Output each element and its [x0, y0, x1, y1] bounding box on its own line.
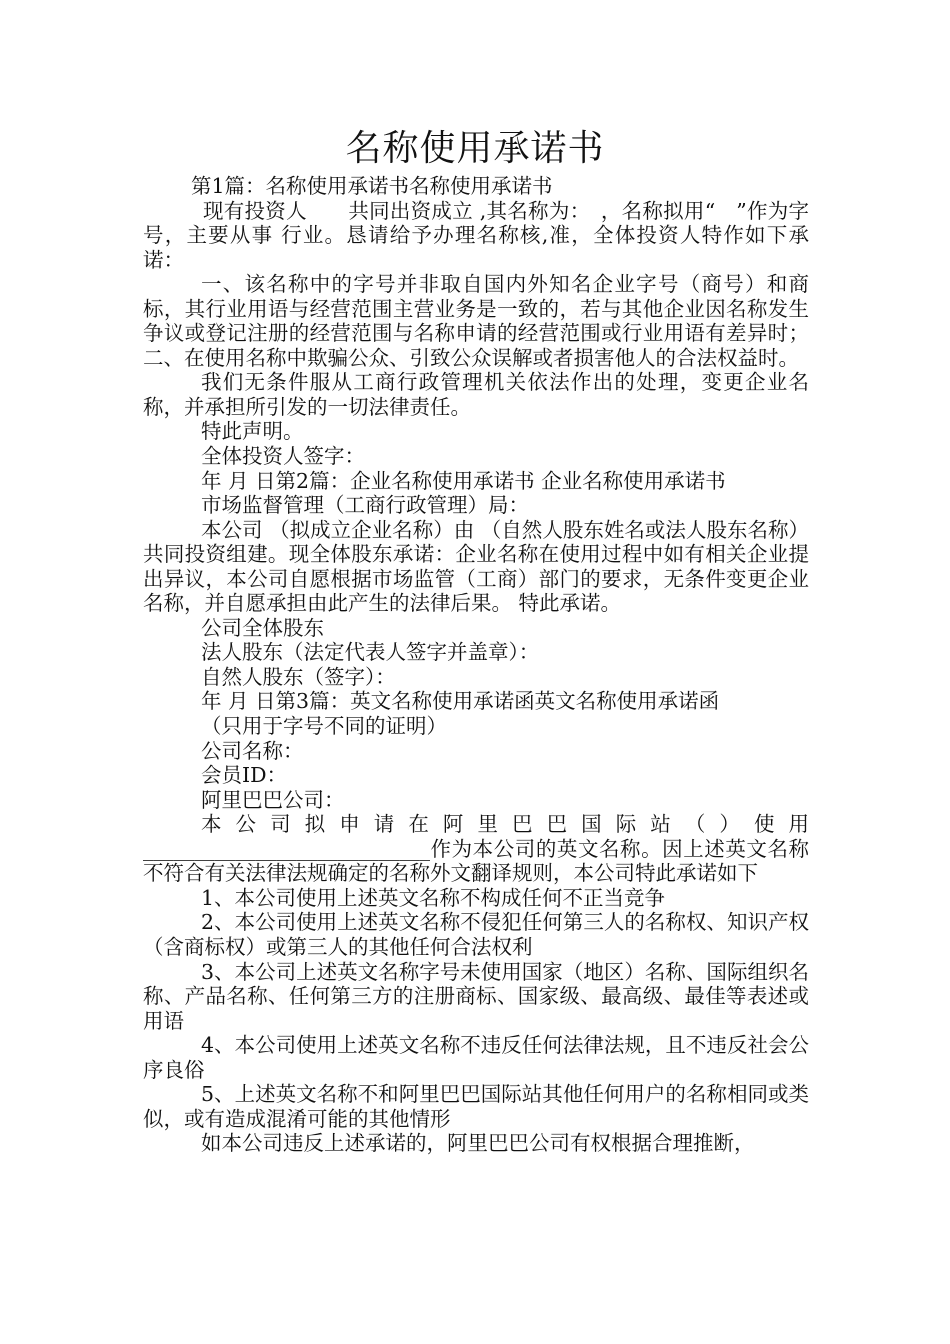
- paragraph: 现有投资人 共同出资成立 ,其名称为： ，名称拟用“ ”作为字号，主要从事 行业。恳请给予办理名称核,准，全体投资人特作如下承诺：: [143, 198, 809, 272]
- paragraph: 本公司 （拟成立企业名称）由 （自然人股东姓名或法人股东名称）共同投资组建。现全体股东承诺：企业名称在使用过程中如有相关企业提出异议，本公司自愿根据市场监管（工商）部门的要求，无条件变更企业名称，并自愿承担由此产生的法律后果。 特此承诺。: [143, 517, 809, 616]
- list-item: 2、本公司使用上述英文名称不侵犯任何第三人的名称权、知识产权（含商标权）或第三人的其他任何合法权利: [143, 910, 809, 959]
- paragraph: 会员ID：: [201, 763, 288, 788]
- document-body: [143, 174, 809, 1156]
- paragraph-part2-heading: 年 月 日第2篇：企业名称使用承诺书 企业名称使用承诺书: [201, 468, 726, 493]
- paragraph: 本公司拟申请在阿里巴巴国际站（）使用____________________________作为本公司的英文名称。因上述英文名称不符合有关法律法规确定的名称外文翻译规则，本公司特此承诺如下: [143, 812, 809, 886]
- paragraph: 全体投资人签字：: [201, 444, 365, 469]
- paragraph: 法人股东（法定代表人签字并盖章）：: [201, 640, 540, 665]
- paragraph: 公司全体股东: [201, 615, 324, 640]
- paragraph-part1-heading: 第1篇：名称使用承诺书名称使用承诺书: [191, 174, 553, 198]
- paragraph: 公司名称：: [201, 738, 304, 763]
- paragraph: 我们无条件服从工商行政管理机关依法作出的处理，变更企业名称，并承担所引发的一切法律责任。: [143, 370, 809, 419]
- page-title: 名称使用承诺书: [345, 128, 605, 169]
- paragraph: 一、该名称中的字号并非取自国内外知名企业字号（商号）和商标，其行业用语与经营范围主营业务是一致的，若与其他企业因名称发生争议或登记注册的经营范围与名称申请的经营范围或行业用语有差异时；二、在使用名称中欺骗公众、引致公众误解或者损害他人的合法权益时。: [143, 272, 809, 370]
- list-item: 4、本公司使用上述英文名称不违反任何法律法规，且不违反社会公序良俗: [143, 1033, 809, 1082]
- paragraph: 自然人股东（签字）：: [201, 664, 396, 689]
- paragraph-part3-heading: 年 月 日第3篇：英文名称使用承诺函英文名称使用承诺函: [201, 689, 720, 714]
- paragraph: 特此声明。: [201, 419, 304, 444]
- list-item: 5、上述英文名称不和阿里巴巴国际站其他任何用户的名称相同或类似，或有造成混淆可能的其他情形: [143, 1082, 809, 1131]
- paragraph: 市场监督管理（工商行政管理）局：: [201, 493, 529, 518]
- paragraph: 阿里巴巴公司：: [201, 787, 345, 812]
- list-item: 1、本公司使用上述英文名称不构成任何不正当竞争: [201, 885, 666, 910]
- paragraph: （只用于字号不同的证明）: [201, 714, 447, 739]
- list-item: 3、本公司上述英文名称字号未使用国家（地区）名称、国际组织名称、产品名称、任何第三方的注册商标、国家级、最高级、最佳等表述或用语: [143, 959, 809, 1033]
- paragraph: 如本公司违反上述承诺的，阿里巴巴公司有权根据合理推断，: [201, 1131, 755, 1156]
